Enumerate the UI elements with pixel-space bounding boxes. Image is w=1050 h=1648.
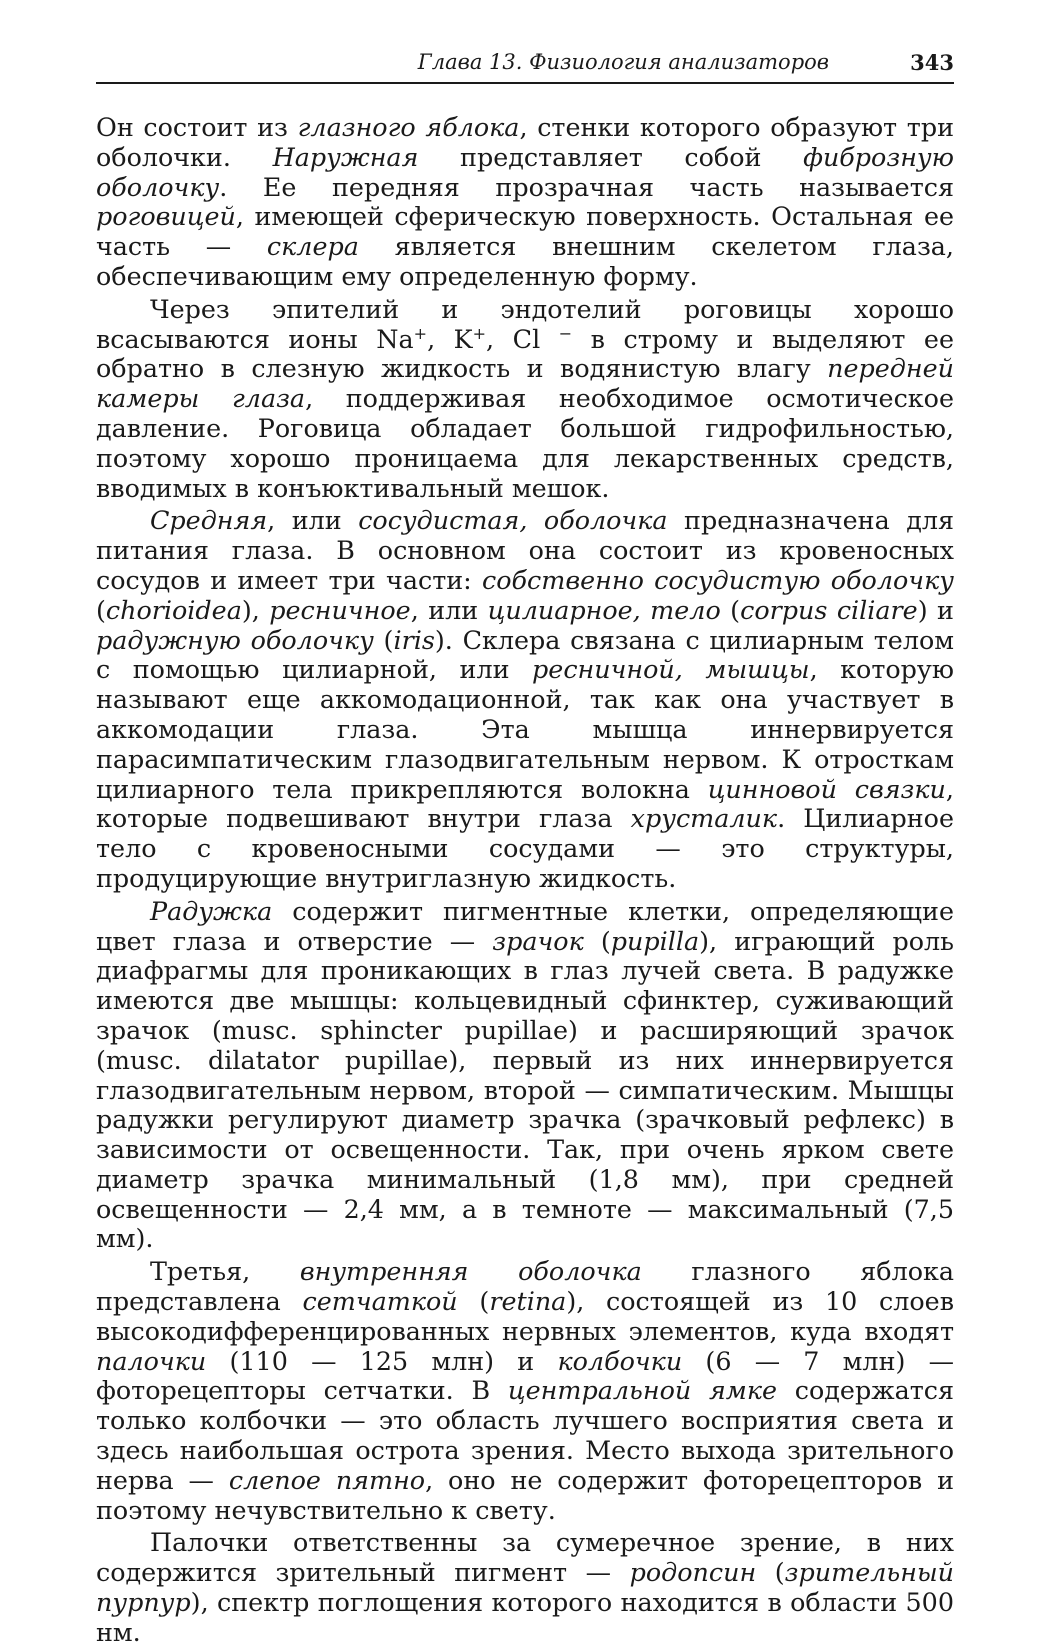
text-run: . Цилиарное тело с кровеносными сосудами — это структуры, продуцирующие внутриглазную жидкость.	[96, 803, 954, 893]
text-run: (	[756, 1557, 785, 1588]
italic-term: Наружная	[272, 141, 419, 172]
italic-term: цилиарное, тело	[487, 594, 721, 625]
text-run: является внешним скелетом глаза, обеспечивающим ему определенную форму.	[96, 231, 954, 291]
text-run: в строму и выделяют ее обратно в слезную жидкость и водянистую влагу	[96, 323, 954, 384]
chapter-title: Глава 13. Физиология анализаторов	[417, 50, 829, 74]
text-run: ), играющий роль диафрагмы для проникающих в глаз лучей света. В радужке имеются две мышцы: кольцевидный сфинктер, суживающий зрачок (musc. sphincter pupillae) и расширяющий зрачок (musc. dilatator pupillae), первый из них иннервируется глазодвигательным нервом, второй — симпатическим. Мышцы радужки регулируют диаметр зрачка (зрачковый рефлекс) в зависимости от освещенности. Так, при очень ярком свете диаметр зрачка минимальный (1,8 мм), при средней освещенности — 2,4 мм, а в темноте — максимальный (7,5 мм).	[96, 925, 954, 1254]
italic-term: палочки	[96, 1345, 207, 1376]
italic-term: сосудистая, оболочка	[358, 505, 668, 536]
italic-term: глазного яблока	[297, 112, 520, 142]
text-run: Третья,	[150, 1256, 300, 1287]
text-run: . Ее передняя прозрачная часть называется	[219, 171, 954, 202]
paragraph	[96, 897, 954, 1255]
italic-term: цинновой связки	[707, 773, 946, 804]
paragraph	[96, 506, 954, 893]
text-run: (	[373, 624, 394, 655]
text-run: (	[96, 594, 106, 625]
text-run: ). Склера связана с цилиарным телом с помощью цилиарной, или	[96, 624, 954, 685]
italic-term: retina	[489, 1286, 567, 1317]
text-run: ), спектр поглощения которого находится в области 500 нм.	[96, 1587, 954, 1647]
italic-term: колбочки	[557, 1345, 683, 1376]
italic-term: pupilla	[610, 925, 700, 956]
superscript: +	[413, 323, 428, 343]
text-run: (	[720, 594, 741, 625]
italic-term: роговицей	[96, 201, 236, 232]
text-run: ) и	[917, 594, 954, 625]
italic-term: фиброзную оболочку	[96, 141, 954, 202]
text-run: , которые подвешивают внутри глаза	[96, 773, 954, 834]
italic-term: Средняя	[150, 505, 268, 536]
text-run: (	[583, 925, 611, 956]
text-run: представляет собой	[418, 141, 804, 172]
italic-term: собственно сосудистую оболочку	[482, 564, 954, 595]
text-run: (110 — 125 млн) и	[206, 1345, 558, 1376]
text-run: , имеющей сферическую поверхность. Остальная ее часть —	[96, 201, 954, 262]
page-number: 343	[910, 50, 954, 75]
text-run: (	[457, 1286, 490, 1317]
text-run: (6 — 7 млн) — фоторецепторы сетчатки. В	[96, 1345, 955, 1406]
text-run: глазного яблока представлена	[96, 1256, 955, 1317]
italic-term: родопсин	[629, 1557, 757, 1588]
italic-term: передней камеры глаза	[96, 353, 954, 414]
italic-term: зрачок	[492, 925, 584, 956]
text-run: содержит пигментные клетки, определяющие цвет глаза и отверстие —	[96, 895, 954, 956]
text-run: , оно не содержит фоторецепторов и поэтому нечувствительно к свету.	[96, 1464, 954, 1525]
text-run: , или	[267, 505, 359, 536]
italic-term: Радужка	[150, 895, 273, 926]
text-run: Он состоит из	[96, 112, 298, 142]
text-run: , K	[427, 323, 473, 354]
text-run: ),	[241, 594, 270, 625]
italic-term: chorioidea	[105, 594, 242, 625]
body-text	[96, 113, 954, 1648]
text-run: предназначена для питания глаза. В основном она состоит из кровеносных сосудов и имеет три части:	[96, 505, 954, 595]
italic-term: радужную оболочку	[96, 624, 374, 655]
italic-term: зрительный пурпур	[96, 1557, 954, 1618]
italic-term: ресничное	[269, 594, 411, 625]
italic-term: сетчаткой	[302, 1286, 458, 1317]
paragraph	[96, 113, 954, 292]
italic-term: центральной ямке	[507, 1375, 778, 1406]
italic-term: corpus ciliare	[740, 594, 918, 625]
text-run: , или	[410, 594, 488, 625]
superscript: +	[472, 323, 487, 343]
italic-term: склера	[266, 231, 359, 262]
text-run: , Cl	[486, 323, 559, 354]
text-run: ), состоящей из 10 слоев высокодифференцированных нервных элементов, куда входят	[96, 1286, 954, 1346]
paragraph	[96, 295, 954, 504]
text-run: Палочки ответственны за сумеречное зрение, в них содержится зрительный пигмент —	[96, 1527, 954, 1588]
text-run: , стенки которого образуют три оболочки.	[96, 112, 954, 172]
italic-term: слепое пятно	[228, 1464, 426, 1495]
paragraph	[96, 1528, 954, 1647]
text-run: , поддерживая необходимое осмотическое давление. Роговица обладает большой гидрофильностью, поэтому хорошо проницаема для лекарственных средств, вводимых в конъюктивальный мешок.	[96, 383, 954, 503]
superscript: −	[558, 323, 573, 343]
running-head	[96, 46, 954, 84]
text-run: Через эпителий и эндотелий роговицы хорошо всасываются ионы Na	[96, 293, 954, 354]
italic-term: внутренняя оболочка	[299, 1256, 642, 1287]
italic-term: iris	[393, 624, 435, 655]
paragraph	[96, 1257, 954, 1525]
text-run: , которую называют еще аккомодационной, так как она участвует в аккомодации глаза. Эта мышца иннервируется парасимпатическим глазодвигательным нервом. К отросткам цилиарного тела прикрепляются волокна	[96, 654, 954, 804]
italic-term: ресничной, мышцы	[532, 654, 810, 685]
italic-term: хрусталик	[630, 803, 778, 834]
text-run: содержатся только колбочки — это область лучшего восприятия света и здесь наибольшая острота зрения. Место выхода зрительного нерва —	[96, 1375, 954, 1495]
